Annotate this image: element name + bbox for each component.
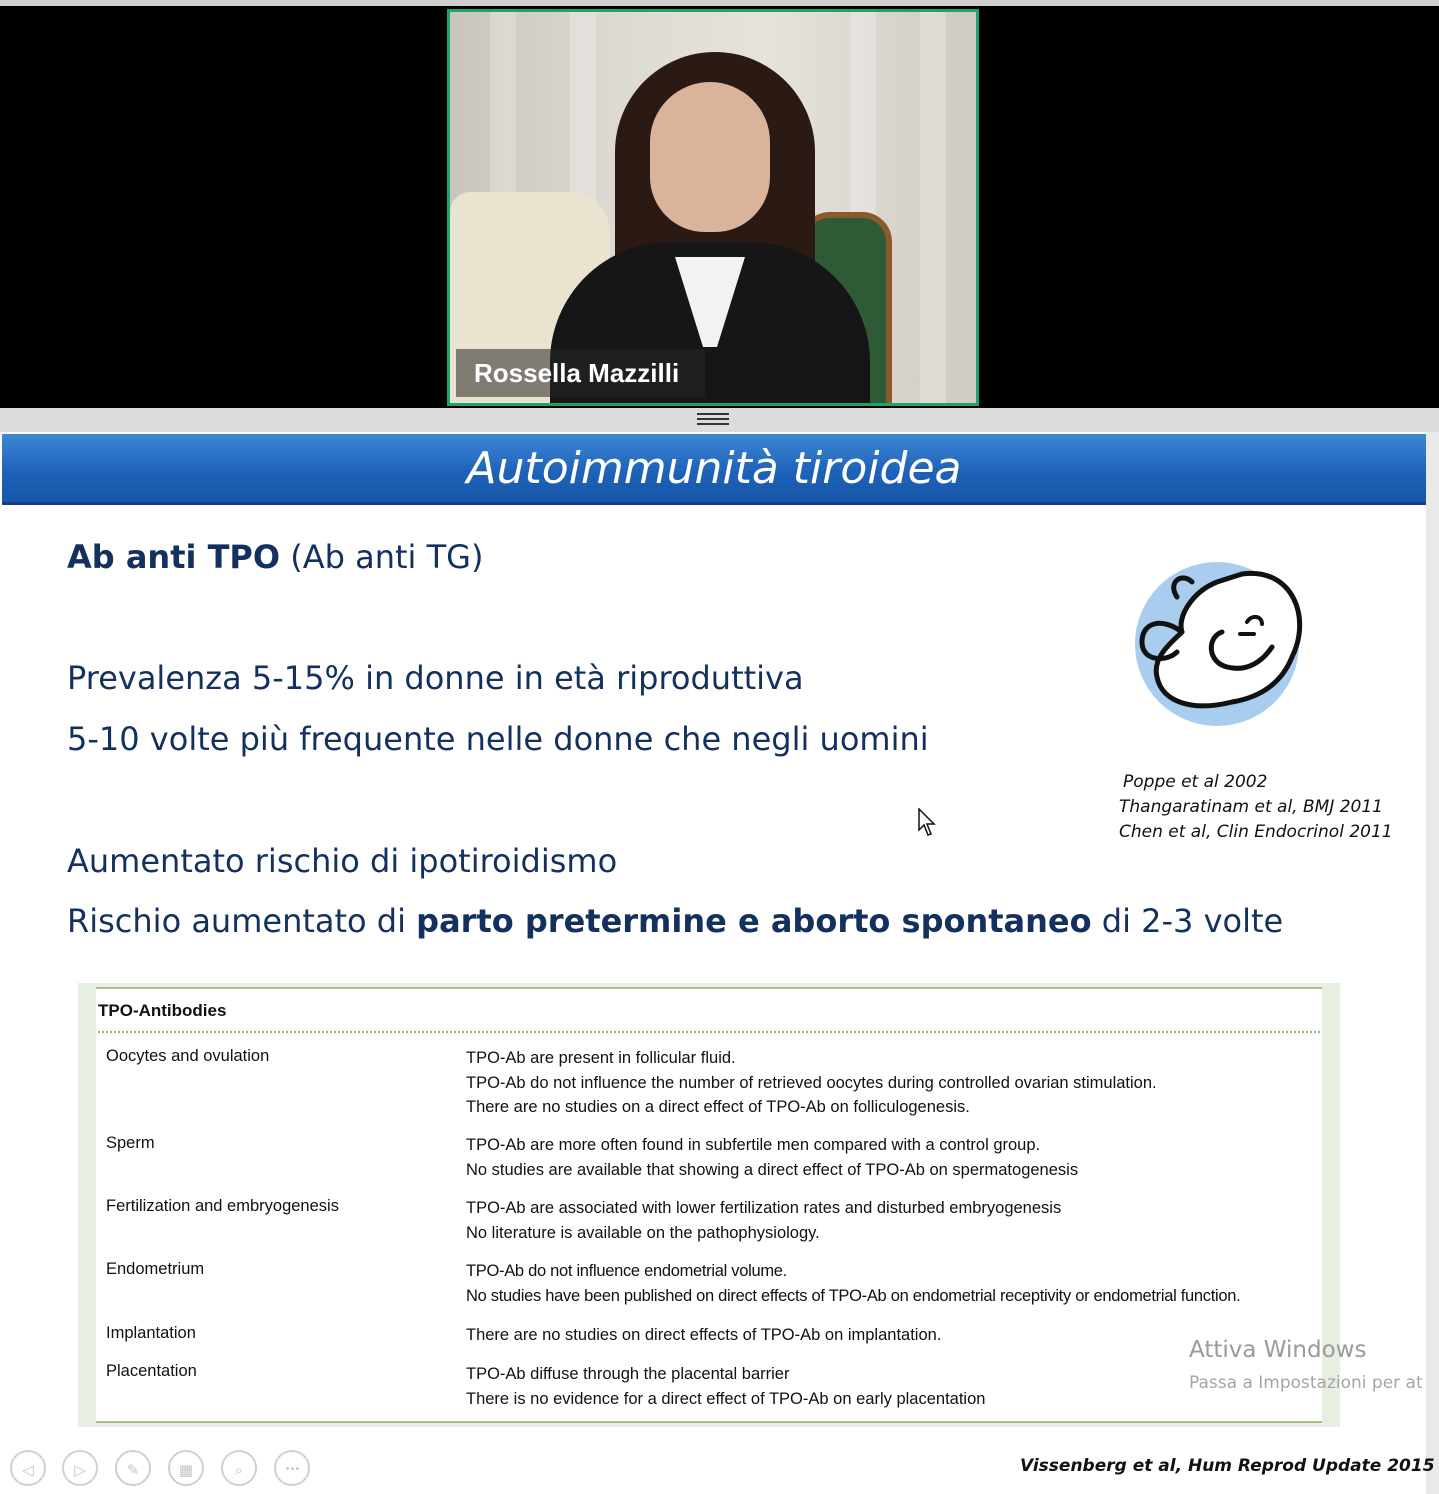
row-line: TPO-Ab do not influence endometrial volume. (466, 1262, 787, 1280)
row-line: There are no studies on a direct effect of TPO-Ab on folliculogenesis. (466, 1098, 970, 1116)
fetus-illustration (1122, 562, 1312, 732)
slide-citation: Vissenberg et al, Hum Reprod Update 2015 (1020, 1456, 1435, 1476)
participant-face (650, 82, 770, 232)
bullet-preterm-risk (67, 902, 1283, 940)
more-icon[interactable]: ••• (274, 1450, 310, 1486)
pen-icon[interactable]: ✎ (115, 1450, 151, 1486)
curtain-fold (920, 12, 946, 403)
slide-title: Autoimmunità tiroidea (466, 443, 962, 494)
activate-windows-subtext: Passa a Impostazioni per at (1189, 1373, 1423, 1393)
split-divider[interactable] (0, 408, 1439, 432)
table-row-text (466, 1133, 1078, 1182)
next-icon[interactable]: ▷ (62, 1450, 98, 1486)
bullet-frequency: 5-10 volte più frequente nelle donne che negli uomini (67, 720, 929, 758)
table-row-label: Placentation (106, 1362, 197, 1380)
activate-windows-watermark: Attiva Windows (1189, 1337, 1367, 1363)
slides-grid-icon[interactable]: ▦ (168, 1450, 204, 1486)
participant-video-tile[interactable] (447, 9, 979, 406)
row-line: No studies have been published on direct effects of TPO-Ab on endometrial receptivity or endometrial function. (466, 1286, 1241, 1305)
table-row-label: Fertilization and embryogenesis (106, 1197, 339, 1215)
references (1115, 770, 1393, 845)
mouse-cursor-icon (918, 808, 938, 838)
table-row-text (466, 1259, 1240, 1308)
tpo-antibodies-table (78, 983, 1340, 1427)
table-row-text (466, 1046, 1157, 1120)
zoom-icon[interactable]: ⌕ (221, 1450, 257, 1486)
row-line: There is no evidence for a direct effect of TPO-Ab on early placentation (466, 1389, 986, 1408)
heading-rest: (Ab anti TG) (280, 538, 484, 576)
reference-3: Chen et al, Clin Endocrinol 2011 (1119, 822, 1393, 842)
table-row-text (466, 1362, 985, 1411)
row-line: No studies are available that showing a direct effect of TPO-Ab on spermatogenesis (466, 1160, 1079, 1179)
previous-icon[interactable]: ◁ (10, 1450, 46, 1486)
slide-edge (1426, 432, 1439, 1494)
row-line: There are no studies on direct effects of TPO-Ab on implantation. (466, 1326, 942, 1344)
slide-heading (67, 538, 483, 576)
table-row-label: Oocytes and ovulation (106, 1047, 270, 1065)
table-row-label: Sperm (106, 1134, 155, 1152)
bullet-hypothyroid-risk: Aumentato rischio di ipotiroidismo (67, 842, 618, 880)
preterm-bold: parto pretermine e aborto spontaneo (416, 902, 1092, 940)
row-line: No literature is available on the pathophysiology. (466, 1223, 820, 1242)
heading-bold: Ab anti TPO (67, 538, 281, 576)
slide-title-band (2, 434, 1426, 505)
reference-2: Thangaratinam et al, BMJ 2011 (1119, 797, 1383, 817)
table-header: TPO-Antibodies (98, 1001, 227, 1020)
table-body (96, 987, 1322, 1423)
table-row-text (466, 1196, 1061, 1245)
row-line: TPO-Ab are more often found in subfertile men compared with a control group. (466, 1136, 1041, 1154)
table-header-separator (98, 1031, 1320, 1033)
table-row-text (466, 1323, 941, 1348)
participant-name-tag: Rossella Mazzilli (456, 349, 705, 397)
preterm-pre: Rischio aumentato di (67, 902, 417, 940)
preterm-post: di 2-3 volte (1091, 902, 1284, 940)
row-line: TPO-Ab diffuse through the placental barrier (466, 1365, 790, 1383)
video-strip (0, 6, 1439, 408)
bullet-prevalence: Prevalenza 5-15% in donne in età riproduttiva (67, 659, 804, 697)
presentation-slide (0, 432, 1439, 1494)
table-row-label: Implantation (106, 1324, 196, 1342)
reference-1: Poppe et al 2002 (1123, 772, 1268, 792)
row-line: TPO-Ab are present in follicular fluid. (466, 1049, 736, 1067)
drag-handle-icon[interactable] (697, 413, 729, 427)
row-line: TPO-Ab do not influence the number of retrieved oocytes during controlled ovarian stimulation. (466, 1073, 1157, 1092)
row-line: TPO-Ab are associated with lower fertilization rates and disturbed embryogenesis (466, 1199, 1062, 1217)
table-row-label: Endometrium (106, 1260, 205, 1278)
